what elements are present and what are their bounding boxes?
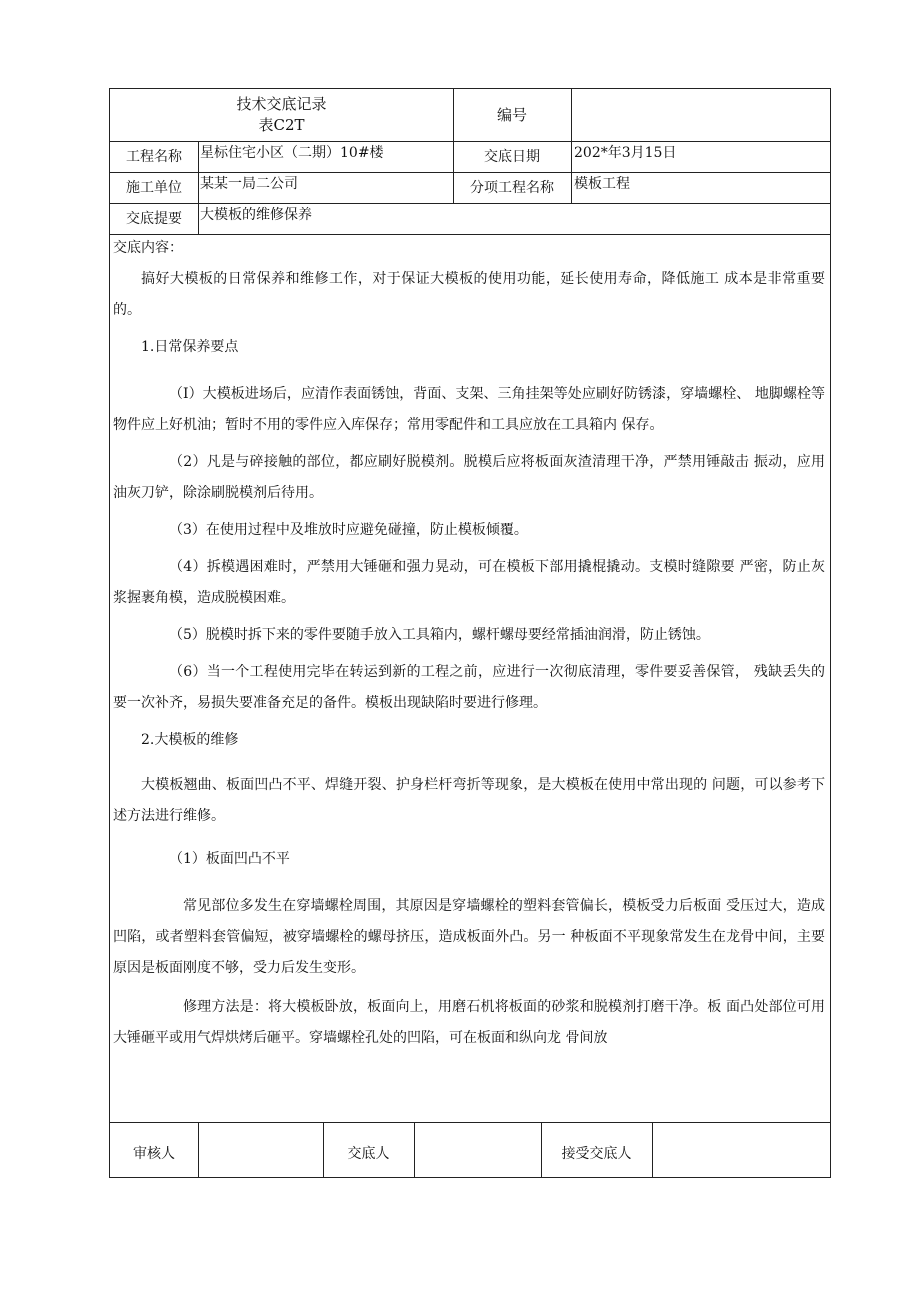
date-label: 交底日期 <box>484 149 540 165</box>
unit-value: 某某一局二公司 <box>200 176 298 192</box>
section-1-title: 1.日常保养要点 <box>141 339 239 355</box>
subproject-label: 分项工程名称 <box>470 180 554 196</box>
presenter-label: 交底人 <box>347 1146 390 1162</box>
row-divider <box>110 203 830 204</box>
col-divider <box>198 1122 199 1178</box>
date-value: 202*年3月15日 <box>574 145 677 161</box>
reviewer-label: 审核人 <box>133 1146 175 1162</box>
project-name-value: 星标住宅小区（二期）10#楼 <box>200 145 384 161</box>
content-label: 交底内容： <box>113 240 183 256</box>
subsection-1-paragraph: 常见部位多发生在穿墙螺栓周围，其原因是穿墙螺栓的塑料套管偏长，模板受力后板面 受压过大，造成凹陷，或者塑料套管偏短，被穿墙螺栓的螺母挤压，造成板面外凸。另一 种板面不平现象常发生在龙骨中间，主要原因是板面刚度不够，受力后发生变形。 <box>113 898 825 976</box>
maintenance-item: （6）当一个工程使用完毕在转运到新的工程之前，应进行一次彻底清理，零件要妥善保管， 残缺丢失的要一次补齐，易损失要准备充足的备件。模板出现缺陷时要进行修理。 <box>113 664 825 711</box>
maintenance-item: （4）拆模遇困难时，严禁用大锤砸和强力晃动，可在模板下部用撬棍撬动。支模时缝隙要 严密，防止灰浆握裹角模，造成脱模困难。 <box>113 559 825 606</box>
maintenance-item: （3）在使用过程中及堆放时应避免碰撞，防止模板倾覆。 <box>169 522 528 538</box>
maintenance-item: （2）凡是与碎接触的部位，都应刷好脱模剂。脱模后应将板面灰渣清理干净，严禁用锤敲击 振动，应用油灰刀铲，除涂刷脱模剂后待用。 <box>113 454 825 501</box>
receiver-label: 接受交底人 <box>561 1146 632 1162</box>
project-name-label: 工程名称 <box>126 149 182 165</box>
col-divider <box>198 141 199 234</box>
section-2-title: 2.大模板的维修 <box>141 732 239 748</box>
section-2-intro: 大模板翘曲、板面凹凸不平、焊缝开裂、护身栏杆弯折等现象，是大模板在使用中常出现的 问题，可以参考下述方法进行维修。 <box>113 777 825 824</box>
col-divider <box>652 1122 653 1178</box>
subsection-1-title: （1）板面凹凸不平 <box>169 851 290 867</box>
col-divider <box>571 89 572 203</box>
unit-label: 施工单位 <box>126 180 182 196</box>
row-divider <box>110 234 830 235</box>
form-code: 表C2T <box>258 116 305 134</box>
row-divider <box>110 1122 830 1123</box>
form-title: 技术交底记录 <box>236 95 327 113</box>
summary-value: 大模板的维修保养 <box>200 207 312 223</box>
subsection-1-paragraph: 修理方法是：将大模板卧放，板面向上，用磨石机将板面的砂浆和脱模剂打磨干净。板 面凸处部位可用大锤砸平或用气焊烘烤后砸平。穿墙螺栓孔处的凹陷，可在板面和纵向龙 骨间放 <box>113 999 825 1046</box>
col-divider <box>414 1122 415 1178</box>
technical-disclosure-form <box>109 88 831 1178</box>
row-divider <box>110 141 830 142</box>
subproject-value: 模板工程 <box>574 176 630 192</box>
maintenance-item: （I）大模板进场后，应清作表面锈蚀，背面、支架、三角挂架等处应刷好防锈漆，穿墙螺栓、 地脚螺栓等物件应上好机油；暂时不用的零件应入库保存；常用零配件和工具应放在工具箱内 保存。 <box>113 386 825 433</box>
disclosure-content <box>113 239 825 1054</box>
maintenance-item: （5）脱模时拆下来的零件要随手放入工具箱内，螺杆螺母要经常插油润滑，防止锈蚀。 <box>169 627 710 643</box>
row-divider <box>110 172 830 173</box>
summary-label: 交底提要 <box>126 211 182 227</box>
intro-paragraph: 搞好大模板的日常保养和维修工作，对于保证大模板的使用功能，延长使用寿命，降低施工 成本是非常重要的。 <box>113 271 825 318</box>
number-label: 编号 <box>496 106 527 124</box>
